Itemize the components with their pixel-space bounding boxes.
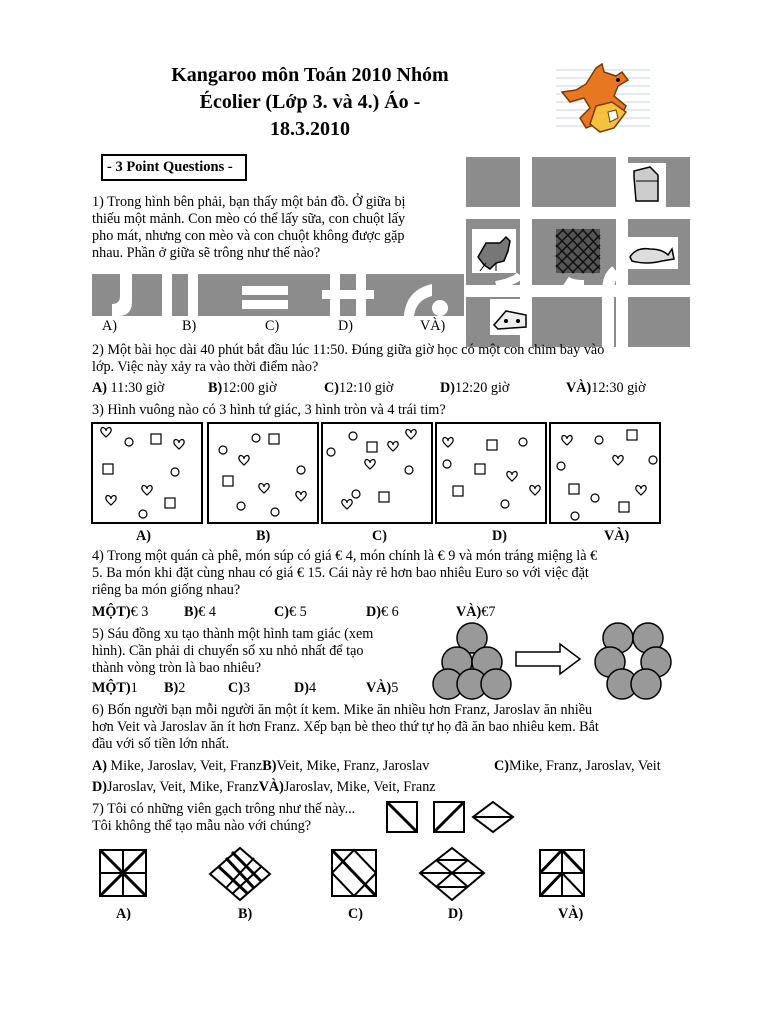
q4-option-d[interactable]: D)€ 6 xyxy=(366,604,399,620)
q3-figure-boxes xyxy=(91,422,661,526)
q1-line: thiếu một mảnh. Con mèo có thể lấy sữa, con chuột lấy xyxy=(92,211,406,227)
q4-line: riêng ba món giống nhau? xyxy=(92,582,241,598)
q5-text xyxy=(92,626,373,677)
q5-line: hình). Cần phải di chuyển số xu nhỏ nhất để tạo xyxy=(92,643,364,659)
kangaroo-logo xyxy=(556,62,650,136)
q2-option-c[interactable]: C)12:10 giờ xyxy=(324,380,394,396)
q2-option-e[interactable]: VÀ)12:30 giờ xyxy=(566,380,646,396)
q1-line: nhau. Phần ở giữa sẽ trông như thế nào? xyxy=(92,245,321,261)
q2-line: lớp. Việc này xảy ra vào thời điểm nào? xyxy=(92,359,319,375)
q6-text xyxy=(92,702,599,753)
q4-line: 4) Trong một quán cà phê, món súp có giá € 4, món chính là € 9 và món tráng miệng là € xyxy=(92,548,598,564)
q5-arrow-icon xyxy=(514,642,582,676)
q5-option-b[interactable]: B)2 xyxy=(164,680,186,696)
q7-pattern-figures xyxy=(98,846,588,904)
q1-line: 1) Trong hình bên phải, bạn thấy một bản đồ. Ở giữa bị xyxy=(92,194,406,210)
q7-line: 7) Tôi có những viên gạch trông như thế này... xyxy=(92,801,356,817)
q3-option-b[interactable]: B) xyxy=(256,528,271,544)
q5-option-d[interactable]: D)4 xyxy=(294,680,317,696)
q7-tiles xyxy=(386,800,516,836)
q3-option-d[interactable]: D) xyxy=(492,528,507,544)
q7-line: Tôi không thể tạo mẫu nào với chúng? xyxy=(92,818,312,834)
q5-coin-circle xyxy=(594,622,672,700)
q7-text xyxy=(92,801,355,835)
q4-line: 5. Ba món khi đặt cùng nhau có giá € 15. Cái này rẻ hơn bao nhiêu Euro so với việc đặt xyxy=(92,565,589,581)
q1-option-b[interactable]: B) xyxy=(182,318,197,334)
q1-option-a[interactable]: A) xyxy=(102,318,117,334)
q7-option-e[interactable]: VÀ) xyxy=(558,906,584,922)
q1-line: pho mát, nhưng con mèo và con chuột không được gặp xyxy=(92,228,405,244)
q5-line: 5) Sáu đồng xu tạo thành một hình tam giác (xem xyxy=(92,626,374,642)
q2-line: 2) Một bài học dài 40 phút bắt đầu lúc 11:50. Đúng giữa giờ học có một con chim bay vào xyxy=(92,342,605,358)
q1-option-tiles xyxy=(92,274,464,316)
q4-text xyxy=(92,548,597,599)
q2-option-b[interactable]: B)12:00 giờ xyxy=(208,380,277,396)
q6-option-a[interactable]: A) Mike, Jaroslav, Veit, FranzB)Veit, Mike, Franz, Jaroslav xyxy=(92,758,430,774)
q1-text xyxy=(92,194,405,262)
q3-option-a[interactable]: A) xyxy=(136,528,151,544)
q5-line: thành vòng tròn là bao nhiêu? xyxy=(92,660,262,676)
q5-option-c[interactable]: C)3 xyxy=(228,680,251,696)
q7-option-d[interactable]: D) xyxy=(448,906,463,922)
title-line-1: Kangaroo môn Toán 2010 Nhóm xyxy=(171,64,449,86)
q1-option-c[interactable]: C) xyxy=(265,318,280,334)
q6-line: hơn Veit và Jaroslav ăn ít hơn Franz. Xếp bạn bè theo thứ tự họ đã ăn bao nhiêu kem. Bắt xyxy=(92,719,599,735)
q6-line: 6) Bốn người bạn mỗi người ăn một ít kem. Mike ăn nhiều hơn Franz, Jaroslav ăn nhiều xyxy=(92,702,593,718)
q2-option-d[interactable]: D)12:20 giờ xyxy=(440,380,510,396)
q7-option-b[interactable]: B) xyxy=(238,906,253,922)
q6-line: đầu với số tiền lớn nhất. xyxy=(92,736,230,752)
q3-text: 3) Hình vuông nào có 3 hình tứ giác, 3 hình tròn và 4 trái tim? xyxy=(92,402,446,418)
q1-map xyxy=(466,157,690,347)
q5-option-e[interactable]: VÀ)5 xyxy=(366,680,399,696)
q1-option-d[interactable]: D) xyxy=(338,318,353,334)
q5-coin-triangle xyxy=(432,622,512,700)
q4-option-c[interactable]: C)€ 5 xyxy=(274,604,307,620)
document-title xyxy=(110,62,510,143)
q7-option-c[interactable]: C) xyxy=(348,906,363,922)
q4-option-e[interactable]: VÀ)€7 xyxy=(456,604,496,620)
q2-text xyxy=(92,342,604,376)
title-line-2: Écolier (Lớp 3. và 4.) Áo - xyxy=(199,91,421,113)
q5-option-a[interactable]: MỘT)1 xyxy=(92,680,138,696)
q6-option-c[interactable]: C)Mike, Franz, Jaroslav, Veit xyxy=(494,758,661,774)
q2-option-a[interactable]: A) 11:30 giờ xyxy=(92,380,165,396)
q1-option-e[interactable]: VÀ) xyxy=(420,318,446,334)
q4-option-a[interactable]: MỘT)€ 3 xyxy=(92,604,149,620)
q4-option-b[interactable]: B)€ 4 xyxy=(184,604,216,620)
q3-option-c[interactable]: C) xyxy=(372,528,387,544)
title-line-3: 18.3.2010 xyxy=(270,118,350,140)
q7-option-a[interactable]: A) xyxy=(116,906,131,922)
q6-option-d[interactable]: D)Jaroslav, Veit, Mike, FranzVÀ)Jaroslav, Mike, Veit, Franz xyxy=(92,779,436,795)
section-header: - 3 Point Questions - xyxy=(101,154,247,181)
q3-option-e[interactable]: VÀ) xyxy=(604,528,630,544)
